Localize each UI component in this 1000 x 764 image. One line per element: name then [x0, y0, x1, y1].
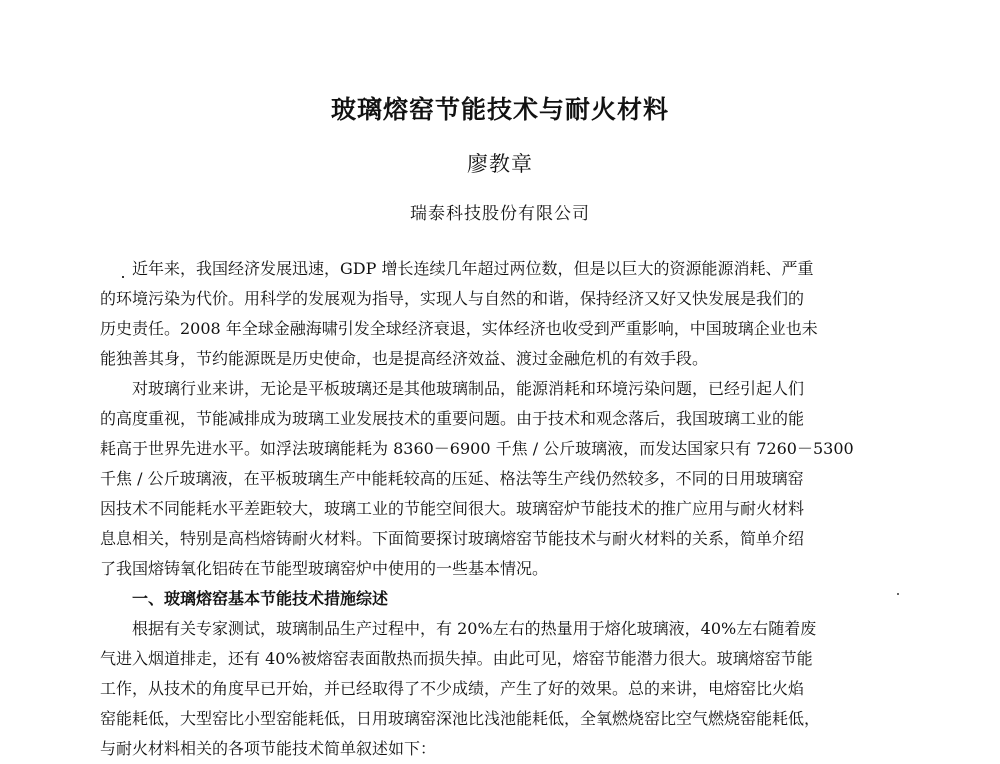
paragraph-line: 与耐火材料相关的各项节能技术简单叙述如下：: [100, 739, 437, 758]
paragraph-line: 的环境污染为代价。用科学的发展观为指导，实现人与自然的和谐，保持经济又好又快发展是我们的: [100, 289, 805, 308]
paper-author: 廖教章: [467, 152, 533, 176]
paragraph-line: 历史责任。2008 年全球金融海啸引发全球经济衰退，实体经济也收受到严重影响，中国玻璃企业也未: [100, 319, 818, 338]
section-heading: 一、玻璃熔窑基本节能技术措施综述: [132, 589, 389, 608]
paragraph-line: 能独善其身，节约能源既是历史使命，也是提高经济效益、渡过金融危机的有效手段。: [100, 349, 709, 368]
paragraph-line: 了我国熔铸氧化铝砖在节能型玻璃窑炉中使用的一些基本情况。: [100, 559, 549, 578]
paragraph-line: 窑能耗低，大型窑比小型窑能耗低，日用玻璃窑深池比浅池能耗低，全氧燃烧窑比空气燃烧窑能耗低，: [100, 709, 821, 728]
paragraph-line: 近年来，我国经济发展迅速，GDP 增长连续几年超过两位数，但是以巨大的资源能源消耗、严重: [132, 259, 814, 278]
paragraph-line: 根据有关专家测试，玻璃制品生产过程中，有 20%左右的热量用于熔化玻璃液，40%左右随着废: [132, 619, 817, 638]
paragraph-line: 工作，从技术的角度早已开始，并已经取得了不少成绩，产生了好的效果。总的来讲，电熔窑比火焰: [100, 679, 805, 698]
paragraph-line: 因技术不同能耗水平差距较大，玻璃工业的节能空间很大。玻璃窑炉节能技术的推广应用与耐火材料: [100, 499, 805, 518]
paragraph-line: 对玻璃行业来讲，无论是平板玻璃还是其他玻璃制品，能源消耗和环境污染问题，已经引起人们: [132, 379, 805, 398]
paper-title: 玻璃熔窑节能技术与耐火材料: [330, 95, 669, 124]
paragraph-line: 千焦 / 公斤玻璃液，在平板玻璃生产中能耗较高的压延、格法等生产线仍然较多，不同的日用玻璃窑: [100, 469, 804, 488]
paper-affiliation: 瑞泰科技股份有限公司: [410, 204, 590, 224]
paragraph-line: 耗高于世界先进水平。如浮法玻璃能耗为 8360－6900 千焦 / 公斤玻璃液，而发达国家只有 7260－5300: [100, 439, 854, 458]
paragraph-line: 息息相关，特别是高档熔铸耐火材料。下面简要探讨玻璃熔窑节能技术与耐火材料的关系，简单介绍: [100, 529, 805, 548]
paragraph-line: 气进入烟道排走，还有 40%被熔窑表面散热而损失掉。由此可见，熔窑节能潜力很大。玻璃熔窑节能: [100, 649, 813, 668]
paper-body: [100, 254, 900, 764]
paragraph-line: 的高度重视，节能减排成为玻璃工业发展技术的重要问题。由于技术和观念落后，我国玻璃工业的能: [100, 409, 805, 428]
